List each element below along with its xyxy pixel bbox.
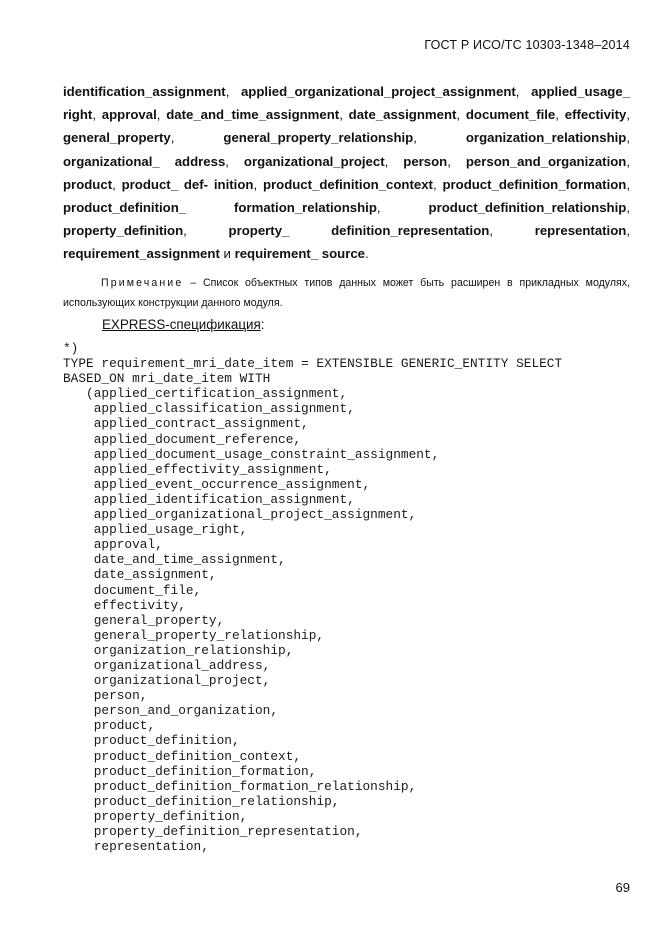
document-header: ГОСТ Р ИСО/ТС 10303-1348–2014 — [424, 38, 630, 52]
code-line: applied_document_reference, — [63, 431, 302, 447]
code-line: date_assignment, — [63, 567, 217, 583]
code-line: organization_relationship, — [63, 642, 294, 658]
code-line: organizational_project, — [63, 673, 271, 689]
code-line: applied_classification_assignment, — [63, 401, 355, 417]
code-line: applied_organizational_project_assignment, — [63, 507, 417, 523]
code-line: property_definition, — [63, 808, 248, 824]
entity-item: product — [63, 176, 113, 192]
code-line: person_and_organization, — [63, 703, 279, 719]
express-colon: : — [260, 317, 265, 332]
code-line: general_property, — [63, 612, 225, 628]
code-line: general_property_relationship, — [63, 627, 325, 643]
entity-item: person — [403, 153, 448, 169]
express-heading — [102, 317, 265, 332]
code-line: product_definition_context, — [63, 748, 302, 764]
entity-item: property_ definition_representation — [228, 223, 490, 239]
code-line: applied_contract_assignment, — [63, 416, 309, 432]
entity-list-paragraph: identification_assignment, applied_organizational_project_assignment, applied_usage_ right, approval, date_and_time_assignment, date_assignment, document_file, effectivity, general_property, general_property_relationship, organization_relationship, organizational_ address, organizational_project, person, person_and_organization, product, product_ def- inition, product_definition_context, product_definition_formation, product_definition_ formation_relationship, product_definition_relationship, property_definition, property_ definition_representation, representation, requirement_assignment и requirement_ source. — [63, 84, 631, 262]
code-line: property_definition_representation, — [63, 824, 363, 839]
code-line: TYPE requirement_mri_date_item = EXTENSIBLE GENERIC_ENTITY SELECT — [63, 356, 563, 372]
code-line: BASED_ON mri_date_item WITH — [63, 371, 271, 387]
code-line: applied_identification_assignment, — [63, 491, 355, 507]
code-line: applied_effectivity_assignment, — [63, 461, 332, 477]
code-line: effectivity, — [63, 597, 186, 613]
entity-item: requirement_assignment — [63, 246, 220, 262]
note-dash: – — [190, 277, 197, 289]
entity-item: date_assignment — [348, 107, 457, 123]
entity-item: applied_organizational_project_assignment — [240, 84, 516, 99]
entity-item: general_property_relationship — [223, 130, 414, 146]
code-line: applied_event_occurrence_assignment, — [63, 476, 371, 492]
entity-item: person_and_organization — [465, 153, 627, 169]
entity-item: representation — [534, 223, 627, 239]
code-line: product_definition_formation, — [63, 763, 317, 779]
code-line: product, — [63, 718, 156, 734]
entity-item: organization_relationship — [465, 130, 627, 146]
entity-item: organizational_project — [243, 153, 385, 169]
entity-item: product_ def- inition — [121, 176, 254, 192]
code-line: approval, — [63, 537, 163, 553]
code-line: applied_usage_right, — [63, 522, 248, 538]
entity-item: product_definition_ formation_relationship — [63, 200, 377, 216]
code-line: date_and_time_assignment, — [63, 552, 286, 568]
code-line: *) — [63, 341, 79, 356]
page-number: 69 — [615, 880, 630, 895]
entity-item: property_definition — [63, 223, 184, 239]
code-line: product_definition, — [63, 733, 240, 749]
code-line: representation, — [63, 839, 209, 855]
entity-item: product_definition_context — [262, 176, 433, 192]
note-text: Список объектных типов данных может быть расширен в прикладных модулях, использующих конструкции данного модуля. — [63, 277, 631, 309]
entity-item: document_file — [465, 107, 556, 123]
note-block — [63, 273, 630, 313]
entity-item: requirement_ source — [234, 246, 366, 262]
code-line: product_definition_formation_relationship, — [63, 778, 417, 794]
entity-item: date_and_time_assignment — [166, 107, 340, 123]
entity-item: organizational_ address — [63, 153, 226, 169]
code-line: person, — [63, 688, 148, 704]
conjunction: и — [223, 246, 231, 262]
entity-item: effectivity — [564, 107, 627, 123]
code-line: organizational_address, — [63, 657, 271, 673]
entity-item: applied_usage_ right — [63, 84, 631, 123]
express-code-block — [63, 341, 562, 854]
note-label: Примечание — [101, 277, 184, 289]
entity-item: identification_assignment — [63, 84, 226, 99]
entity-item: approval — [101, 107, 157, 123]
entity-item: product_definition_formation — [442, 176, 627, 192]
code-line: applied_document_usage_constraint_assignment, — [63, 446, 440, 462]
entity-item: general_property — [63, 130, 171, 146]
code-line: document_file, — [63, 582, 202, 598]
entity-item: product_definition_relationship — [428, 200, 627, 216]
express-label: EXPRESS-спецификация — [102, 317, 261, 332]
code-line: (applied_certification_assignment, — [63, 386, 348, 402]
code-line: product_definition_relationship, — [63, 793, 340, 809]
